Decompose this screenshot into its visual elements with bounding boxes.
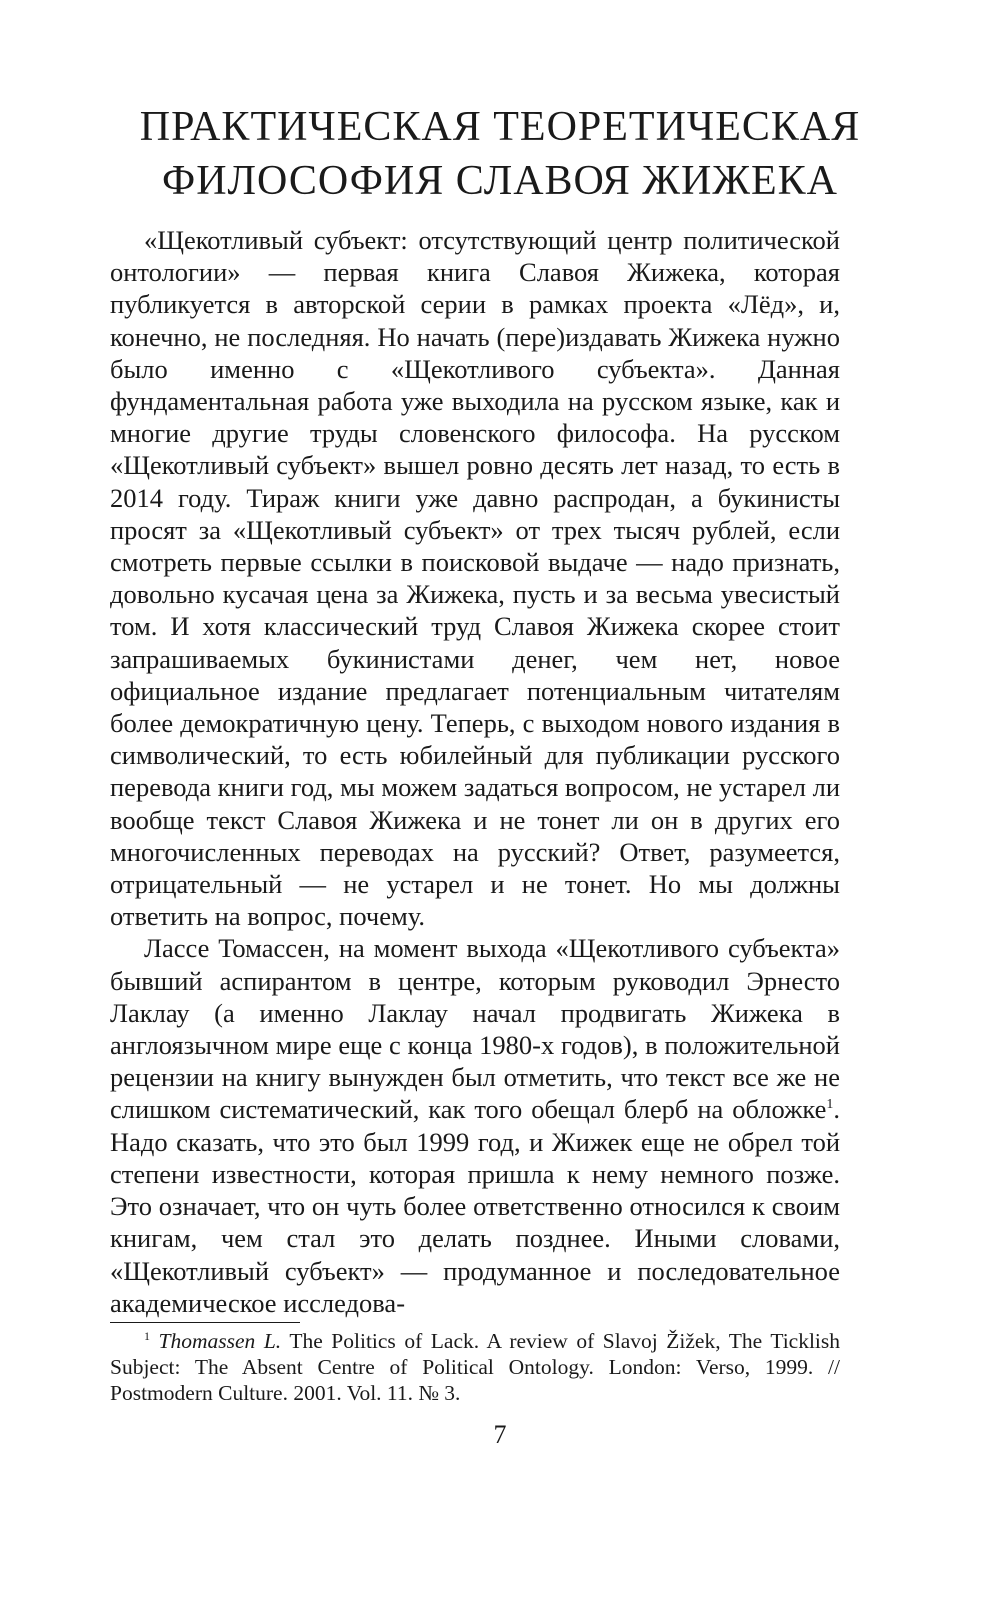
paragraph-2-text-start: Лассе Томассен, на момент выхода «Щекотливого субъекта» бывший аспирантом в центре, которым руководил Эрнесто Лаклау (а именно Лаклау начал продвигать Жижека в англоязычном мире еще с конца 1980-х годов), в положительной рецензии на книгу вынужден был отметить, что текст все же не слишком систематический, как того обещал блерб на обложке: [110, 933, 840, 1125]
chapter-title-line-1: ПРАКТИЧЕСКАЯ ТЕОРЕТИЧЕСКАЯ: [139, 104, 861, 150]
footnote-mark: 1: [144, 1328, 150, 1343]
footnote-reference: 1: [826, 1097, 834, 1113]
footnote-text: The Politics of Lack. A review of Slavoj Žižek, The Ticklish Subject: The Absent Centre of Political Ontology. London: Verso, 1999. // Postmodern Culture. 2001. Vol. 11. № 3.: [110, 1329, 841, 1405]
paragraph-2-text-end: . Надо сказать, что это был 1999 год, и Жижек еще не обрел той степени известности, которая пришла к нему немного позже. Это означает, что он чуть более ответственно относился к своим книгам, чем стал это делать позднее. Иными словами, «Щекотливый субъект» — продуманное и последовательное академическое исследова-: [110, 1094, 840, 1318]
footnote: [110, 1328, 840, 1406]
chapter-title: [100, 100, 900, 208]
paragraph-2: [110, 932, 840, 1318]
footnote-author: Thomassen L.: [158, 1329, 282, 1353]
main-text: [110, 224, 840, 1319]
paragraph-1: «Щекотливый субъект: отсутствующий центр политической онтологии» — первая книга Славоя Жижека, которая публикуется в авторской серии в рамках проекта «Лёд», и, конечно, не последняя. Но начать (пере)издавать Жижека нужно было именно с «Щекотливого субъекта». Данная фундаментальная работа уже выходила на русском языке, как и многие другие труды словенского философа. На русском «Щекотливый субъект» вышел ровно десять лет назад, то есть в 2014 году. Тираж книги уже давно распродан, а букинисты просят за «Щекотливый субъект» от трех тысяч рублей, если смотреть первые ссылки в поисковой выдаче — надо признать, довольно кусачая цена за Жижека, пусть и за весьма увесистый том. И хотя классический труд Славоя Жижека скорее стоит запрашиваемых букинистами денег, чем нет, новое официальное издание предлагает потенциальным читателям более демократичную цену. Теперь, с выходом нового издания в символический, то есть юбилейный для публикации русского перевода книги год, мы можем задаться вопросом, не устарел ли вообще текст Славоя Жижека и не тонет ли он в других его многочисленных переводах на русский? Ответ, разумеется, отрицательный — не устарел и не тонет. Но мы должны ответить на вопрос, почему.: [110, 225, 840, 932]
chapter-title-line-2: ФИЛОСОФИЯ СЛАВОЯ ЖИЖЕКА: [162, 158, 838, 204]
page-number: 7: [493, 1420, 507, 1449]
footnote-divider: [110, 1322, 300, 1323]
